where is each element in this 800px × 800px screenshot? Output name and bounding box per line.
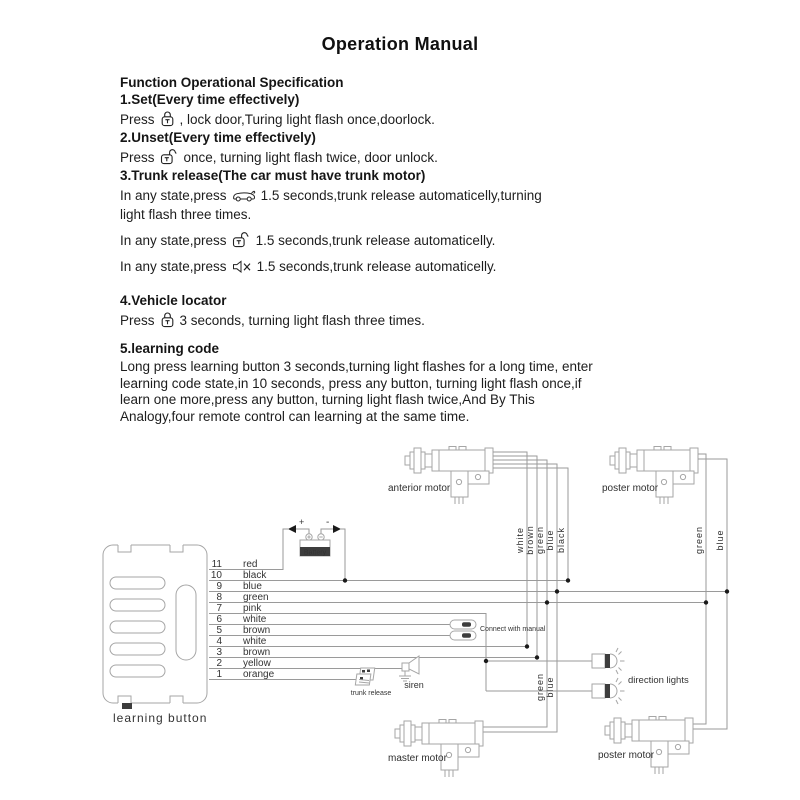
pin-number: 1 [216, 669, 222, 680]
pin-number: 2 [216, 658, 222, 669]
battery [283, 517, 345, 581]
wire-label-green: green [535, 672, 545, 702]
battery-label: Battery [303, 549, 327, 557]
connector-pair [450, 620, 546, 640]
wire-poster-green [693, 454, 706, 724]
master-motor-label: master motor [388, 753, 447, 764]
battery-plus-sign: + [299, 517, 305, 527]
fuse-arrow-left [288, 525, 296, 533]
pin-color: red [243, 559, 258, 570]
fuse-arrow-right [333, 525, 341, 533]
section2-body: Press once, turning light flash twice, door unlock. [120, 150, 438, 165]
wire-label-blue: blue [545, 529, 555, 551]
section5-title: 5.learning code [120, 341, 220, 356]
section3-line1: In any state,press 1.5 seconds,trunk release automaticelly,turning light flash three times. [120, 188, 542, 222]
pin-color: orange [243, 669, 275, 680]
poster-motor-bottom [598, 717, 693, 775]
pin-number: 11 [211, 559, 222, 570]
wiring-diagram [0, 425, 800, 800]
section2-title: 2.Unset(Every time effectively) [120, 130, 316, 145]
section5-body: Long press learning button 3 seconds,turning light flashes for a long time, enter learning code state,in 10 seconds, press any button, turning light flash once,if learn one more,press any button, turning light flash twice,And By This Analogy,four remote control can learning at the same time. [120, 359, 593, 424]
pin-color: yellow [243, 658, 271, 669]
section3-title: 3.Trunk release(The car must have trunk motor) [120, 168, 426, 183]
pin-number: 5 [216, 625, 222, 636]
pin-number: 3 [216, 647, 222, 658]
car-trunk-open-icon [232, 187, 256, 203]
section3-line2: In any state,press 1.5 seconds,trunk release automaticelly. [120, 233, 496, 248]
pin-color: pink [243, 603, 262, 614]
direction-lights [486, 648, 689, 704]
pin-color: green [243, 592, 269, 603]
pin-color: white [243, 636, 267, 647]
lock-open-icon [160, 148, 179, 165]
section4-body: Press 3 seconds, turning light flash three times. [120, 313, 425, 328]
direction-light-lamp [592, 648, 625, 674]
receiver-box [103, 544, 207, 725]
poster-motor-top-label: poster motor [602, 483, 659, 494]
pin-color: blue [243, 581, 262, 592]
pin-table [209, 526, 727, 691]
poster-motor-top [602, 447, 727, 730]
trunk-release-label: trunk release [350, 690, 392, 697]
section1-title: 1.Set(Every time effectively) [120, 92, 300, 107]
section1-body: Press , lock door,Turing light flash once,doorlock. [120, 112, 435, 127]
wire-label-white: white [515, 526, 525, 554]
section3-line3: In any state,press 1.5 seconds,trunk release automaticelly. [120, 259, 497, 274]
wire-poster-blue [693, 459, 727, 729]
connect-with-manual-label: Connect with manual [480, 626, 546, 633]
speaker-mute-icon [232, 260, 252, 274]
pin-number: 6 [216, 614, 222, 625]
siren-label: siren [404, 680, 424, 690]
battery-minus-sign: - [326, 517, 330, 528]
spec-heading: Function Operational Specification [120, 75, 344, 90]
pin-color: white [243, 614, 267, 625]
learning-button [122, 703, 132, 709]
pin-color: brown [243, 625, 271, 636]
lock-open-icon [232, 231, 251, 248]
instructions [120, 74, 706, 425]
wire-label-blue: blue [715, 529, 725, 551]
direction-lights-label: direction lights [628, 675, 689, 686]
section4-title: 4.Vehicle locator [120, 293, 227, 308]
wire-label-blue: blue [545, 676, 555, 698]
wire-label-brown: brown [525, 525, 535, 555]
direction-light-lamp [592, 678, 625, 704]
lock-closed-icon [160, 110, 175, 127]
pin-color: black [243, 570, 267, 581]
lock-closed-icon [160, 311, 175, 328]
trunk-release [351, 668, 392, 697]
siren [399, 656, 424, 690]
pin-number: 7 [216, 603, 222, 614]
wire-label-green: green [694, 525, 704, 555]
pin-number: 9 [216, 581, 222, 592]
learning-button-label: learning button [113, 711, 208, 725]
anterior-motor-label: anterior motor [388, 483, 451, 494]
wire-label-black: black [556, 526, 566, 554]
wire-label-green: green [535, 525, 545, 555]
pin-number: 10 [210, 570, 222, 581]
page-title: Operation Manual [321, 34, 479, 54]
pin-number: 8 [216, 592, 222, 603]
poster-motor-bottom-label: poster motor [598, 750, 655, 761]
pin-number: 4 [216, 636, 222, 647]
pin-color: brown [243, 647, 271, 658]
